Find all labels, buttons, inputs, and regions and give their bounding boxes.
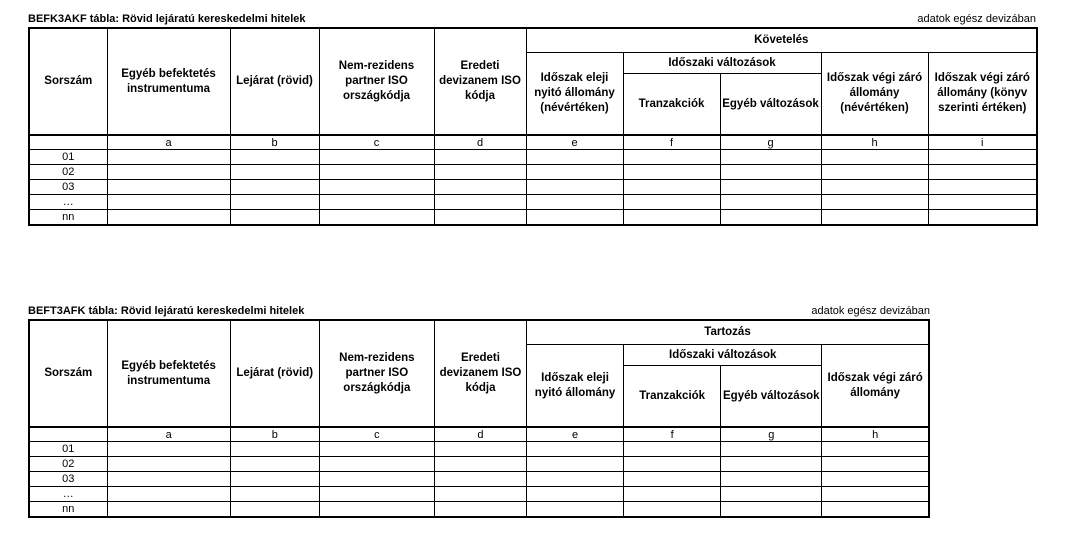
data-cell[interactable] bbox=[319, 150, 434, 165]
data-cell[interactable] bbox=[822, 457, 929, 472]
data-cell[interactable] bbox=[107, 487, 230, 502]
data-cell[interactable] bbox=[107, 442, 230, 457]
data-cell[interactable] bbox=[822, 442, 929, 457]
header-transactions: Tranzakciók bbox=[623, 74, 720, 136]
data-cell[interactable] bbox=[230, 195, 319, 210]
data-cell[interactable] bbox=[434, 442, 526, 457]
header-other-changes: Egyéb változások bbox=[721, 366, 822, 428]
data-cell[interactable] bbox=[624, 472, 721, 487]
column-letter-row bbox=[29, 135, 1037, 150]
row-number: … bbox=[29, 487, 107, 502]
letter-cell: i bbox=[928, 135, 1037, 150]
data-cell[interactable] bbox=[721, 502, 822, 518]
header-currency: Eredeti devizanem ISO kódja bbox=[434, 28, 526, 135]
data-cell[interactable] bbox=[107, 502, 230, 518]
data-cell[interactable] bbox=[721, 487, 822, 502]
data-cell[interactable] bbox=[107, 195, 230, 210]
header-opening-stock: Időszak eleji nyitó állomány (névértéken) bbox=[526, 53, 623, 136]
data-cell[interactable] bbox=[720, 150, 821, 165]
data-cell[interactable] bbox=[434, 165, 526, 180]
header-period-changes: Időszaki változások bbox=[623, 53, 821, 74]
letter-cell: a bbox=[107, 135, 230, 150]
data-cell[interactable] bbox=[623, 180, 720, 195]
data-cell[interactable] bbox=[319, 195, 434, 210]
data-cell[interactable] bbox=[624, 442, 721, 457]
data-cell[interactable] bbox=[928, 210, 1037, 226]
table-caption bbox=[28, 12, 1036, 27]
data-cell[interactable] bbox=[720, 165, 821, 180]
data-cell[interactable] bbox=[822, 502, 929, 518]
data-cell[interactable] bbox=[624, 487, 721, 502]
data-cell[interactable] bbox=[434, 210, 526, 226]
table-row bbox=[29, 502, 929, 518]
data-cell[interactable] bbox=[623, 210, 720, 226]
data-cell[interactable] bbox=[821, 180, 928, 195]
beft3afk-section bbox=[28, 304, 930, 518]
data-cell[interactable] bbox=[319, 457, 434, 472]
header-opening-stock: Időszak eleji nyitó állomány bbox=[527, 345, 624, 428]
letter-cell: f bbox=[623, 135, 720, 150]
data-cell[interactable] bbox=[822, 472, 929, 487]
data-cell[interactable] bbox=[623, 150, 720, 165]
table-row bbox=[29, 195, 1037, 210]
beft3afk-table bbox=[28, 319, 930, 518]
header-currency: Eredeti devizanem ISO kódja bbox=[434, 320, 526, 427]
letter-cell: d bbox=[434, 427, 526, 442]
letter-cell: a bbox=[107, 427, 230, 442]
data-cell[interactable] bbox=[527, 457, 624, 472]
data-cell[interactable] bbox=[526, 180, 623, 195]
header-maturity: Lejárat (rövid) bbox=[230, 320, 319, 427]
table-row bbox=[29, 165, 1037, 180]
data-cell[interactable] bbox=[721, 472, 822, 487]
data-cell[interactable] bbox=[230, 180, 319, 195]
table-title: BEFT3AFK tábla: Rövid lejáratú kereskedelmi hitelek bbox=[28, 305, 305, 317]
letter-cell: g bbox=[721, 427, 822, 442]
letter-cell-blank bbox=[29, 427, 107, 442]
data-cell[interactable] bbox=[623, 165, 720, 180]
data-cell[interactable] bbox=[527, 472, 624, 487]
header-other-changes: Egyéb változások bbox=[720, 74, 821, 136]
data-cell[interactable] bbox=[624, 502, 721, 518]
letter-cell: g bbox=[720, 135, 821, 150]
data-cell[interactable] bbox=[319, 502, 434, 518]
data-cell[interactable] bbox=[822, 487, 929, 502]
header-sorszam: Sorszám bbox=[29, 28, 107, 135]
data-cell[interactable] bbox=[107, 210, 230, 226]
data-cell[interactable] bbox=[434, 472, 526, 487]
column-letter-row bbox=[29, 427, 929, 442]
letter-cell: f bbox=[624, 427, 721, 442]
header-group-liabilities: Tartozás bbox=[527, 320, 929, 345]
row-number: nn bbox=[29, 210, 107, 226]
table-row bbox=[29, 472, 929, 487]
letter-cell: h bbox=[821, 135, 928, 150]
data-cell[interactable] bbox=[230, 487, 319, 502]
data-cell[interactable] bbox=[107, 457, 230, 472]
row-number: 01 bbox=[29, 442, 107, 457]
data-cell[interactable] bbox=[721, 442, 822, 457]
data-cell[interactable] bbox=[230, 442, 319, 457]
befk3akf-section bbox=[28, 12, 1036, 226]
table-row bbox=[29, 150, 1037, 165]
data-cell[interactable] bbox=[821, 195, 928, 210]
header-sorszam: Sorszám bbox=[29, 320, 107, 427]
data-cell[interactable] bbox=[527, 487, 624, 502]
header-closing-stock-book: Időszak végi záró állomány (könyv szerinti értéken) bbox=[928, 53, 1037, 136]
data-cell[interactable] bbox=[821, 150, 928, 165]
table-title: BEFK3AKF tábla: Rövid lejáratú kereskedelmi hitelek bbox=[28, 13, 306, 25]
data-cell[interactable] bbox=[526, 165, 623, 180]
header-closing-stock: Időszak végi záró állomány bbox=[822, 345, 929, 428]
data-cell[interactable] bbox=[434, 487, 526, 502]
unit-note: adatok egész devizában bbox=[917, 13, 1036, 25]
row-number: 02 bbox=[29, 165, 107, 180]
data-cell[interactable] bbox=[526, 150, 623, 165]
data-cell[interactable] bbox=[434, 457, 526, 472]
data-cell[interactable] bbox=[107, 472, 230, 487]
data-cell[interactable] bbox=[720, 180, 821, 195]
table-caption bbox=[28, 304, 930, 319]
data-cell[interactable] bbox=[319, 210, 434, 226]
row-number: 02 bbox=[29, 457, 107, 472]
header-instrument: Egyéb befektetés instrumentuma bbox=[107, 320, 230, 427]
data-cell[interactable] bbox=[526, 210, 623, 226]
table-row bbox=[29, 210, 1037, 226]
header-instrument: Egyéb befektetés instrumentuma bbox=[107, 28, 230, 135]
letter-cell: e bbox=[526, 135, 623, 150]
letter-cell: b bbox=[230, 427, 319, 442]
data-cell[interactable] bbox=[623, 195, 720, 210]
data-cell[interactable] bbox=[721, 457, 822, 472]
data-cell[interactable] bbox=[720, 210, 821, 226]
data-cell[interactable] bbox=[107, 150, 230, 165]
data-cell[interactable] bbox=[230, 150, 319, 165]
data-cell[interactable] bbox=[107, 165, 230, 180]
befk3akf-table bbox=[28, 27, 1038, 226]
letter-cell: c bbox=[319, 427, 434, 442]
data-cell[interactable] bbox=[928, 195, 1037, 210]
header-transactions: Tranzakciók bbox=[624, 366, 721, 428]
letter-cell-blank bbox=[29, 135, 107, 150]
data-cell[interactable] bbox=[319, 487, 434, 502]
header-partner-country: Nem-rezidens partner ISO országkódja bbox=[319, 28, 434, 135]
data-cell[interactable] bbox=[526, 195, 623, 210]
letter-cell: b bbox=[230, 135, 319, 150]
data-cell[interactable] bbox=[624, 457, 721, 472]
header-maturity: Lejárat (rövid) bbox=[230, 28, 319, 135]
letter-cell: d bbox=[434, 135, 526, 150]
data-cell[interactable] bbox=[720, 195, 821, 210]
data-cell[interactable] bbox=[230, 502, 319, 518]
data-cell[interactable] bbox=[434, 150, 526, 165]
data-cell[interactable] bbox=[319, 165, 434, 180]
data-cell[interactable] bbox=[928, 165, 1037, 180]
header-group-claims: Követelés bbox=[526, 28, 1037, 53]
data-cell[interactable] bbox=[107, 180, 230, 195]
header-closing-stock-nominal: Időszak végi záró állomány (névértéken) bbox=[821, 53, 928, 136]
data-cell[interactable] bbox=[230, 457, 319, 472]
row-number: nn bbox=[29, 502, 107, 518]
header-period-changes: Időszaki változások bbox=[624, 345, 822, 366]
table-row bbox=[29, 457, 929, 472]
row-number: 01 bbox=[29, 150, 107, 165]
data-cell[interactable] bbox=[230, 210, 319, 226]
data-cell[interactable] bbox=[434, 180, 526, 195]
data-cell[interactable] bbox=[319, 180, 434, 195]
data-cell[interactable] bbox=[928, 180, 1037, 195]
data-cell[interactable] bbox=[434, 195, 526, 210]
header-partner-country: Nem-rezidens partner ISO országkódja bbox=[319, 320, 434, 427]
table-row bbox=[29, 180, 1037, 195]
data-cell[interactable] bbox=[434, 502, 526, 518]
unit-note: adatok egész devizában bbox=[811, 305, 930, 317]
table-row bbox=[29, 442, 929, 457]
letter-cell: c bbox=[319, 135, 434, 150]
letter-cell: e bbox=[527, 427, 624, 442]
data-cell[interactable] bbox=[319, 442, 434, 457]
data-cell[interactable] bbox=[527, 442, 624, 457]
data-cell[interactable] bbox=[821, 210, 928, 226]
data-cell[interactable] bbox=[230, 472, 319, 487]
row-number: 03 bbox=[29, 472, 107, 487]
data-cell[interactable] bbox=[527, 502, 624, 518]
letter-cell: h bbox=[822, 427, 929, 442]
row-number: 03 bbox=[29, 180, 107, 195]
data-cell[interactable] bbox=[319, 472, 434, 487]
data-cell[interactable] bbox=[928, 150, 1037, 165]
data-cell[interactable] bbox=[230, 165, 319, 180]
data-cell[interactable] bbox=[821, 165, 928, 180]
table-row bbox=[29, 487, 929, 502]
row-number: … bbox=[29, 195, 107, 210]
